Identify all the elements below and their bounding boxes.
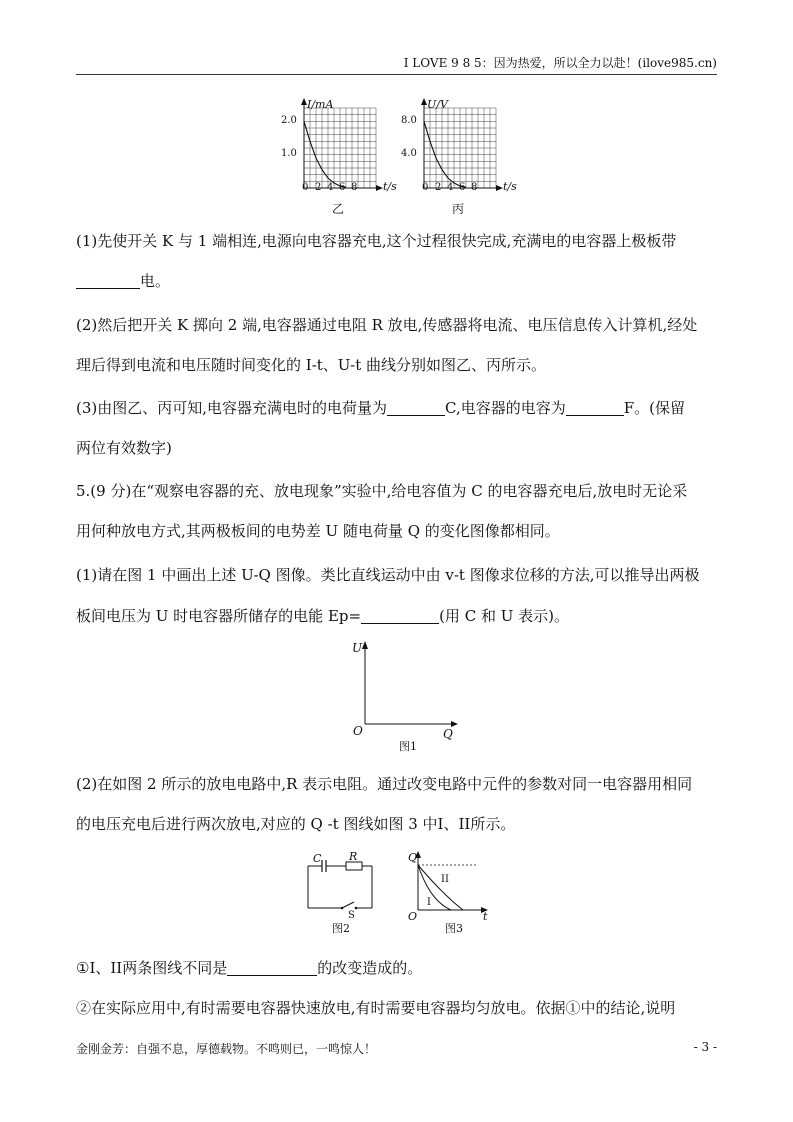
x-axis-label: t/s [503,180,517,193]
x-tick-label: 2 [435,182,442,193]
y-axis-arrow-icon [362,641,368,649]
figure-caption: 乙 [332,202,345,216]
q5-part2-question1 [76,957,718,979]
q5-intro-line1: 5.(9 分)在“观察电容器的充、放电现象”实验中,给电容值为 C 的电容器充电后,放电时无论采 [76,482,688,500]
figure-bing-u-t-graph [400,96,520,221]
page-number: - 3 - [693,1040,717,1054]
figure-caption: 图3 [445,922,463,935]
x-tick-label: 6 [339,182,346,193]
discharge-voltage-curve [424,121,466,187]
q4-part2-line1: (2)然后把开关 K 掷向 2 端,电容器通过电阻 R 放电,传感器将电流、电压信息传入计算机,经处 [76,316,698,334]
resistor-icon [346,862,362,870]
text-span: ①I、II两条图线不同是 [76,959,228,977]
q4-part3-line1 [76,397,718,419]
x-tick-label: 2 [315,182,322,193]
x-tick-label: 4 [327,182,334,193]
text-span: 板间电压为 U 时电容器所储存的电能 Ep= [76,607,362,625]
x-axis-label: Q [443,727,453,741]
y-tick-label: 1.0 [281,148,297,159]
switch-contact [341,907,344,910]
page-header: I LOVE 9 8 5：因为热爱，所以全力以赴！(ilove985.cn) [76,54,717,75]
figure-3-q-t-graph [405,848,495,938]
answer-blank[interactable] [361,607,439,624]
x-axis-label: t/s [383,180,397,193]
capacitor-label: C [313,852,322,865]
y-tick-label: 4.0 [401,148,417,159]
origin-label: O [408,910,418,923]
q5-part2-question2: ②在实际应用中,有时需要电容器快速放电,有时需要电容器均匀放电。依据①中的结论,说明 [76,999,676,1017]
q5-part1-line1: (1)请在图 1 中画出上述 U-Q 图像。类比直线运动中由 v-t 图像求位移的方法,可以推导出两极 [76,566,700,584]
answer-blank[interactable] [566,399,624,416]
figure-1-u-q-axes [345,638,465,753]
x-axis-arrow-icon [376,185,383,191]
grid [304,108,376,188]
x-axis-arrow-icon [496,185,503,191]
switch-label: S [348,910,355,921]
q5-intro-line2: 用何种放电方式,其两极板间的电势差 U 随电荷量 Q 的变化图像都相同。 [76,522,560,540]
discharge-current-curve [304,121,346,187]
x-tick-label: 0 [422,182,429,193]
text-span: (3)由图乙、丙可知,电容器充满电时的电荷量为 [76,399,388,417]
answer-blank[interactable] [76,272,140,289]
y-axis-label: U [352,641,363,655]
curve-ii-label: II [441,874,449,885]
y-tick-label: 2.0 [281,115,297,126]
switch-icon [342,902,354,908]
x-tick-label: 4 [447,182,454,193]
figure-caption: 图1 [399,740,417,753]
text-span: 的改变造成的。 [317,959,423,977]
figure-caption: 图2 [332,922,350,935]
q4-part3-line2: 两位有效数字) [76,439,172,457]
y-tick-label: 8.0 [401,115,417,126]
y-axis-label: U/V [427,98,448,111]
x-tick-label: 6 [459,182,466,193]
curve-i [418,865,451,910]
q4-part2-line2: 理后得到电流和电压随时间变化的 I-t、U-t 曲线分别如图乙、丙所示。 [76,356,547,374]
figure-yi-i-t-graph [280,96,400,221]
x-tick-label: 8 [471,182,478,193]
text-span: F。(保留 [623,399,686,417]
x-axis-label: t [483,910,488,923]
x-tick-label: 8 [351,182,358,193]
curve-i-label: I [427,897,431,908]
answer-blank[interactable] [227,959,317,976]
q5-part1-line2 [76,605,718,627]
q4-part1-line1: (1)先使开关 K 与 1 端相连,电源向电容器充电,这个过程很快完成,充满电的电容器上极板带 [76,232,677,250]
page-footer [76,1040,717,1057]
text-span: C,电容器的电容为 [445,399,566,417]
text-span: (用 C 和 U 表示)。 [439,607,569,625]
figure-2-circuit [300,852,380,937]
figure-caption: 丙 [452,202,465,216]
text-span: 电。 [140,272,171,290]
footer-motto: 金刚金芳：自强不息，厚德载物。不鸣则已，一鸣惊人！ [76,1042,377,1056]
answer-blank[interactable] [387,399,445,416]
q5-part2-line1: (2)在如图 2 所示的放电电路中,R 表示电阻。通过改变电路中元件的参数对同一电容器用相同 [76,775,693,793]
y-axis-label: I/mA [307,98,334,111]
x-tick-label: 0 [302,182,309,193]
q5-part2-line2: 的电压充电后进行两次放电,对应的 Q -t 图线如图 3 中I、II所示。 [76,815,516,833]
y-axis-label: Q [408,851,418,864]
grid [424,108,496,188]
q4-part1-line2 [76,270,718,292]
resistor-label: R [349,850,358,863]
origin-label: O [353,724,363,738]
